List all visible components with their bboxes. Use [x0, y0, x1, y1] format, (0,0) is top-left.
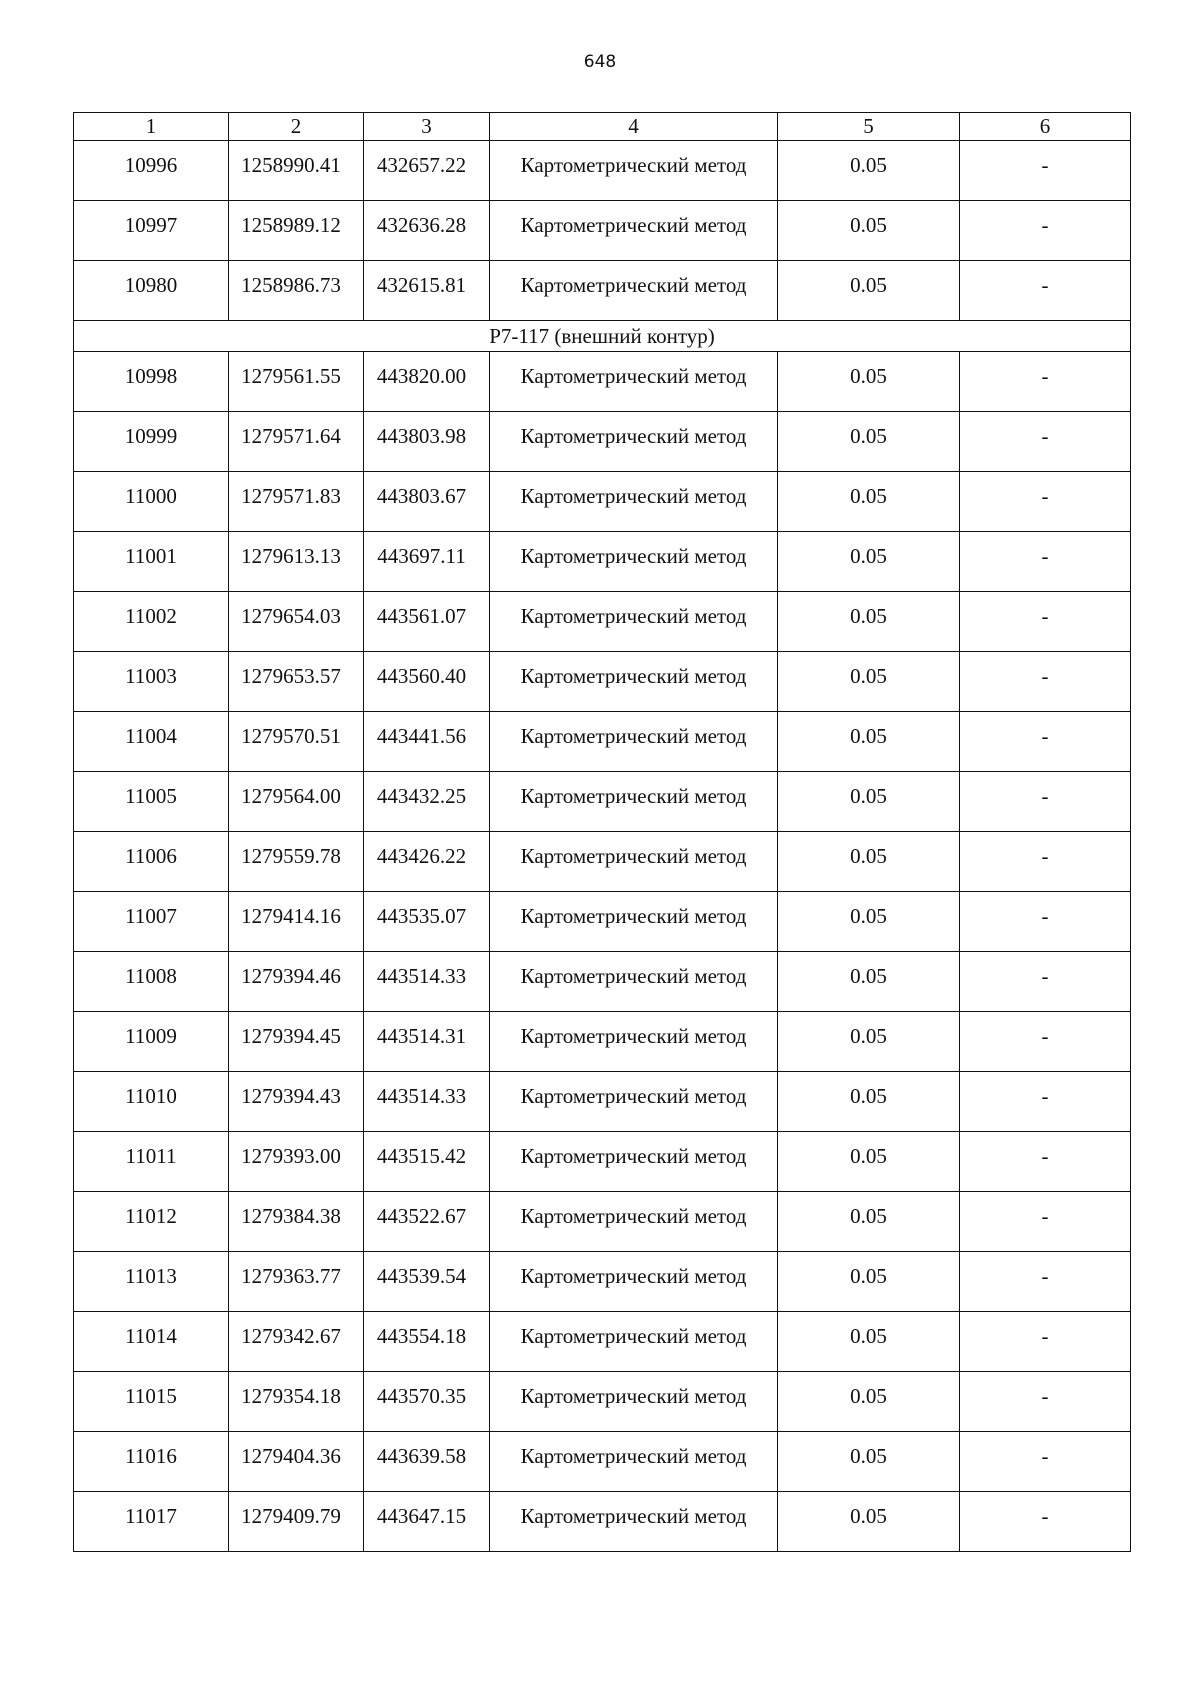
- x-coordinate-cell: 1258989.12: [229, 201, 364, 261]
- note-cell: -: [960, 352, 1131, 412]
- table-body: [74, 113, 1131, 1552]
- accuracy-cell: 0.05: [778, 652, 960, 712]
- column-header: 2: [229, 113, 364, 141]
- y-coordinate-cell: 443514.33: [364, 952, 490, 1012]
- point-number-cell: 11004: [74, 712, 229, 772]
- x-coordinate-cell: 1279404.36: [229, 1432, 364, 1492]
- y-coordinate-cell: 443426.22: [364, 832, 490, 892]
- table-row: [74, 1072, 1131, 1132]
- point-number-cell: 11010: [74, 1072, 229, 1132]
- section-row: [74, 321, 1131, 352]
- accuracy-cell: 0.05: [778, 352, 960, 412]
- note-cell: -: [960, 261, 1131, 321]
- point-number-cell: 11011: [74, 1132, 229, 1192]
- note-cell: -: [960, 532, 1131, 592]
- method-cell: Картометрический метод: [490, 772, 778, 832]
- method-cell: Картометрический метод: [490, 952, 778, 1012]
- note-cell: -: [960, 201, 1131, 261]
- x-coordinate-cell: 1279384.38: [229, 1192, 364, 1252]
- note-cell: -: [960, 472, 1131, 532]
- accuracy-cell: 0.05: [778, 1432, 960, 1492]
- method-cell: Картометрический метод: [490, 592, 778, 652]
- column-header: 4: [490, 113, 778, 141]
- y-coordinate-cell: 443639.58: [364, 1432, 490, 1492]
- method-cell: Картометрический метод: [490, 712, 778, 772]
- accuracy-cell: 0.05: [778, 892, 960, 952]
- note-cell: -: [960, 772, 1131, 832]
- x-coordinate-cell: 1279564.00: [229, 772, 364, 832]
- point-number-cell: 11003: [74, 652, 229, 712]
- method-cell: Картометрический метод: [490, 892, 778, 952]
- accuracy-cell: 0.05: [778, 412, 960, 472]
- point-number-cell: 11000: [74, 472, 229, 532]
- method-cell: Картометрический метод: [490, 1372, 778, 1432]
- point-number-cell: 11017: [74, 1492, 229, 1552]
- x-coordinate-cell: 1279342.67: [229, 1312, 364, 1372]
- table-row: [74, 952, 1131, 1012]
- table-row: [74, 201, 1131, 261]
- method-cell: Картометрический метод: [490, 472, 778, 532]
- point-number-cell: 10980: [74, 261, 229, 321]
- y-coordinate-cell: 443514.31: [364, 1012, 490, 1072]
- y-coordinate-cell: 443515.42: [364, 1132, 490, 1192]
- accuracy-cell: 0.05: [778, 1192, 960, 1252]
- table-row: [74, 1492, 1131, 1552]
- method-cell: Картометрический метод: [490, 652, 778, 712]
- x-coordinate-cell: 1279414.16: [229, 892, 364, 952]
- accuracy-cell: 0.05: [778, 141, 960, 201]
- table-row: [74, 1432, 1131, 1492]
- table-row: [74, 1132, 1131, 1192]
- note-cell: -: [960, 1312, 1131, 1372]
- table-row: [74, 832, 1131, 892]
- x-coordinate-cell: 1279409.79: [229, 1492, 364, 1552]
- note-cell: -: [960, 652, 1131, 712]
- y-coordinate-cell: 443803.67: [364, 472, 490, 532]
- note-cell: -: [960, 892, 1131, 952]
- method-cell: Картометрический метод: [490, 832, 778, 892]
- table-row: [74, 1252, 1131, 1312]
- point-number-cell: 11007: [74, 892, 229, 952]
- column-header: 1: [74, 113, 229, 141]
- point-number-cell: 11001: [74, 532, 229, 592]
- table-row: [74, 712, 1131, 772]
- note-cell: -: [960, 712, 1131, 772]
- x-coordinate-cell: 1279653.57: [229, 652, 364, 712]
- column-header: 5: [778, 113, 960, 141]
- x-coordinate-cell: 1279571.83: [229, 472, 364, 532]
- table-row: [74, 892, 1131, 952]
- point-number-cell: 11013: [74, 1252, 229, 1312]
- method-cell: Картометрический метод: [490, 352, 778, 412]
- table-row: [74, 352, 1131, 412]
- table-row: [74, 261, 1131, 321]
- section-title: Р7-117 (внешний контур): [74, 321, 1131, 352]
- accuracy-cell: 0.05: [778, 772, 960, 832]
- y-coordinate-cell: 443697.11: [364, 532, 490, 592]
- note-cell: -: [960, 1072, 1131, 1132]
- accuracy-cell: 0.05: [778, 1492, 960, 1552]
- point-number-cell: 10998: [74, 352, 229, 412]
- y-coordinate-cell: 443820.00: [364, 352, 490, 412]
- page-number: 648: [583, 52, 617, 72]
- y-coordinate-cell: 443560.40: [364, 652, 490, 712]
- y-coordinate-cell: 443554.18: [364, 1312, 490, 1372]
- note-cell: -: [960, 1132, 1131, 1192]
- method-cell: Картометрический метод: [490, 1132, 778, 1192]
- y-coordinate-cell: 443441.56: [364, 712, 490, 772]
- note-cell: -: [960, 832, 1131, 892]
- x-coordinate-cell: 1279561.55: [229, 352, 364, 412]
- x-coordinate-cell: 1279393.00: [229, 1132, 364, 1192]
- method-cell: Картометрический метод: [490, 1192, 778, 1252]
- accuracy-cell: 0.05: [778, 1012, 960, 1072]
- accuracy-cell: 0.05: [778, 472, 960, 532]
- x-coordinate-cell: 1279559.78: [229, 832, 364, 892]
- method-cell: Картометрический метод: [490, 1252, 778, 1312]
- x-coordinate-cell: 1279354.18: [229, 1372, 364, 1432]
- method-cell: Картометрический метод: [490, 532, 778, 592]
- point-number-cell: 11008: [74, 952, 229, 1012]
- method-cell: Картометрический метод: [490, 412, 778, 472]
- y-coordinate-cell: 443647.15: [364, 1492, 490, 1552]
- header-row: [74, 113, 1131, 141]
- note-cell: -: [960, 952, 1131, 1012]
- x-coordinate-cell: 1279394.46: [229, 952, 364, 1012]
- method-cell: Картометрический метод: [490, 1312, 778, 1372]
- note-cell: -: [960, 1012, 1131, 1072]
- accuracy-cell: 0.05: [778, 1372, 960, 1432]
- x-coordinate-cell: 1279571.64: [229, 412, 364, 472]
- table-row: [74, 532, 1131, 592]
- coordinates-table: [73, 112, 1131, 1552]
- x-coordinate-cell: 1279613.13: [229, 532, 364, 592]
- point-number-cell: 11009: [74, 1012, 229, 1072]
- accuracy-cell: 0.05: [778, 1132, 960, 1192]
- accuracy-cell: 0.05: [778, 952, 960, 1012]
- table-row: [74, 1312, 1131, 1372]
- note-cell: -: [960, 1192, 1131, 1252]
- point-number-cell: 11014: [74, 1312, 229, 1372]
- table-row: [74, 772, 1131, 832]
- method-cell: Картометрический метод: [490, 261, 778, 321]
- accuracy-cell: 0.05: [778, 592, 960, 652]
- point-number-cell: 11015: [74, 1372, 229, 1432]
- y-coordinate-cell: 432657.22: [364, 141, 490, 201]
- x-coordinate-cell: 1279570.51: [229, 712, 364, 772]
- table-row: [74, 141, 1131, 201]
- note-cell: -: [960, 1372, 1131, 1432]
- accuracy-cell: 0.05: [778, 261, 960, 321]
- table-row: [74, 472, 1131, 532]
- method-cell: Картометрический метод: [490, 1492, 778, 1552]
- x-coordinate-cell: 1258990.41: [229, 141, 364, 201]
- point-number-cell: 11012: [74, 1192, 229, 1252]
- accuracy-cell: 0.05: [778, 1312, 960, 1372]
- point-number-cell: 11005: [74, 772, 229, 832]
- note-cell: -: [960, 592, 1131, 652]
- note-cell: -: [960, 1492, 1131, 1552]
- table-row: [74, 412, 1131, 472]
- y-coordinate-cell: 443803.98: [364, 412, 490, 472]
- accuracy-cell: 0.05: [778, 1072, 960, 1132]
- point-number-cell: 10997: [74, 201, 229, 261]
- y-coordinate-cell: 443570.35: [364, 1372, 490, 1432]
- point-number-cell: 11002: [74, 592, 229, 652]
- accuracy-cell: 0.05: [778, 832, 960, 892]
- method-cell: Картометрический метод: [490, 1072, 778, 1132]
- method-cell: Картометрический метод: [490, 1432, 778, 1492]
- point-number-cell: 11006: [74, 832, 229, 892]
- method-cell: Картометрический метод: [490, 1012, 778, 1072]
- table-row: [74, 1372, 1131, 1432]
- y-coordinate-cell: 443561.07: [364, 592, 490, 652]
- point-number-cell: 11016: [74, 1432, 229, 1492]
- table-row: [74, 652, 1131, 712]
- y-coordinate-cell: 443522.67: [364, 1192, 490, 1252]
- accuracy-cell: 0.05: [778, 532, 960, 592]
- table-row: [74, 592, 1131, 652]
- note-cell: -: [960, 141, 1131, 201]
- note-cell: -: [960, 1432, 1131, 1492]
- y-coordinate-cell: 443539.54: [364, 1252, 490, 1312]
- column-header: 6: [960, 113, 1131, 141]
- x-coordinate-cell: 1279394.45: [229, 1012, 364, 1072]
- x-coordinate-cell: 1279394.43: [229, 1072, 364, 1132]
- column-header: 3: [364, 113, 490, 141]
- y-coordinate-cell: 432615.81: [364, 261, 490, 321]
- accuracy-cell: 0.05: [778, 1252, 960, 1312]
- point-number-cell: 10996: [74, 141, 229, 201]
- y-coordinate-cell: 443514.33: [364, 1072, 490, 1132]
- method-cell: Картометрический метод: [490, 201, 778, 261]
- table-row: [74, 1192, 1131, 1252]
- accuracy-cell: 0.05: [778, 712, 960, 772]
- x-coordinate-cell: 1258986.73: [229, 261, 364, 321]
- x-coordinate-cell: 1279363.77: [229, 1252, 364, 1312]
- accuracy-cell: 0.05: [778, 201, 960, 261]
- table-row: [74, 1012, 1131, 1072]
- x-coordinate-cell: 1279654.03: [229, 592, 364, 652]
- y-coordinate-cell: 443432.25: [364, 772, 490, 832]
- method-cell: Картометрический метод: [490, 141, 778, 201]
- note-cell: -: [960, 1252, 1131, 1312]
- y-coordinate-cell: 443535.07: [364, 892, 490, 952]
- y-coordinate-cell: 432636.28: [364, 201, 490, 261]
- note-cell: -: [960, 412, 1131, 472]
- point-number-cell: 10999: [74, 412, 229, 472]
